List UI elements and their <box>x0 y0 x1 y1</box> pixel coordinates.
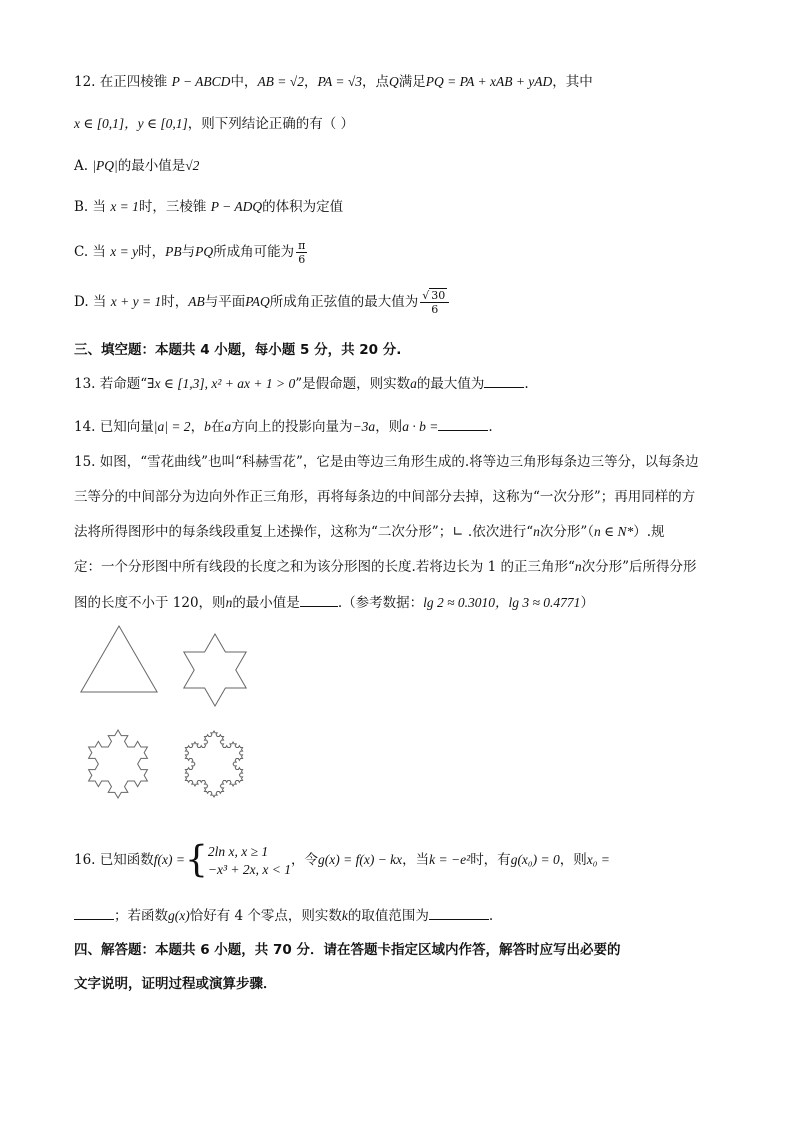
koch-order-0-triangle <box>81 626 157 692</box>
q12-text: ，其中 <box>552 74 593 90</box>
q12-c-fraction <box>296 239 307 266</box>
q14-text: ，则 <box>375 419 403 435</box>
q12-d-fraction <box>420 289 449 316</box>
q13-answer-blank[interactable] <box>484 373 524 388</box>
q12-a-text: 的最小值是 <box>117 158 186 174</box>
q16-text: 恰好有 4 个零点，则实数 <box>189 908 342 924</box>
option-label: B. 当 <box>74 199 107 215</box>
q16-text: ；若函数 <box>114 908 168 924</box>
koch-order-2-snowflake <box>89 730 148 798</box>
q15-n: n <box>225 595 233 610</box>
q16-text: 的取值范围为 <box>347 908 429 924</box>
q12-c-text: 与 <box>181 244 196 260</box>
q14-text: . <box>488 419 493 435</box>
q12-b-text: 时，三棱锥 <box>138 199 207 215</box>
q16-text: ，当 <box>402 852 430 868</box>
q12-c-text: 时， <box>138 244 166 260</box>
q15-line4 <box>74 557 734 577</box>
fraction-numerator: √ 30 <box>420 289 449 303</box>
q16-line1 <box>74 840 734 880</box>
q16-case1: 2ln x, x ≥ 1 <box>207 843 269 859</box>
q16-text: 16. 已知函数 <box>74 852 154 868</box>
q12-option-d <box>74 288 734 316</box>
q14-proj: −3a <box>352 419 376 434</box>
q13-text: 的最大值为 <box>416 376 485 392</box>
q12-b-body: P − ADQ <box>210 199 263 214</box>
q16-case2: −x³ + 2x, x < 1 <box>207 861 291 877</box>
q12-pyramid: P − ABCD <box>171 74 231 89</box>
koch-order-1-star <box>184 634 246 706</box>
q16-answer-blank-2[interactable] <box>429 905 489 920</box>
q14-text: ， <box>190 419 205 435</box>
q12-a-value: √2 <box>185 158 200 173</box>
q12-b-cond: x = 1 <box>110 199 139 214</box>
q12-text: ，则下列结论正确的有（ ） <box>187 116 355 132</box>
q16-answer-blank-1[interactable] <box>74 905 114 920</box>
q12-c-pb: PB <box>165 244 182 259</box>
option-label: C. 当 <box>74 244 106 260</box>
q12-ranges: x ∈ [0,1]，y ∈ [0,1] <box>74 116 188 131</box>
fraction-denominator: 6 <box>431 303 439 316</box>
q12-d-cond: x + y = 1 <box>110 294 162 309</box>
q15-text: ）.规 <box>633 524 665 540</box>
q13 <box>74 373 734 394</box>
fraction-numerator: π <box>298 239 306 252</box>
q12-line1: 12. 在正四棱锥 P − ABCD中，AB = √2，PA = √3，点Q满足PQ = PA + xAB + yAD，其中 <box>74 74 593 90</box>
q13-text: . <box>524 376 529 392</box>
koch-order-3-snowflake <box>185 731 242 797</box>
q15-text: 定：一个分形图中所有线段的长度之和为该分形图的长度.若将边长为 1 的正三角形“ <box>74 559 575 575</box>
q12-b-text: 的体积为定值 <box>262 199 344 215</box>
q12-option-b <box>74 197 734 217</box>
q12-line2 <box>74 114 734 134</box>
q14-text: 14. 已知向量 <box>74 419 154 435</box>
q15-line5 <box>74 592 734 613</box>
q13-a: a <box>410 376 417 391</box>
q16-line2 <box>74 905 734 926</box>
q15-reference: lg 2 ≈ 0.3010，lg 3 ≈ 0.4771 <box>423 595 581 610</box>
q15-text: 法将所得图形中的每条线段重复上述操作，这称为“二次分形”；∟ .依次进行“ <box>74 524 534 540</box>
q16-text: . <box>488 908 494 924</box>
q12-vector-eq: PQ = PA + xAB + yAD <box>425 74 553 89</box>
q12-d-text: 所成角正弦值的最大值为 <box>269 294 419 310</box>
q16-x0: x₀ = <box>586 852 610 867</box>
q14-text: 在 <box>210 419 225 435</box>
q12-option-c <box>74 238 734 266</box>
q12-d-paq: PAQ <box>245 294 270 309</box>
q16-gx: g(x) = f(x) − kx <box>318 852 403 867</box>
radicand: 30 <box>431 289 446 302</box>
q12-a-expr: |PQ| <box>92 158 118 173</box>
q14-text: 方向上的投影向量为 <box>231 419 353 435</box>
q12-text: ，点 <box>361 74 389 90</box>
q16-g: g(x) <box>168 908 190 923</box>
q12-c-cond: x = y <box>110 244 139 259</box>
q14-b: b <box>204 419 211 434</box>
q12-q: Q <box>388 74 399 89</box>
q12-text: 中， <box>230 74 258 90</box>
q14 <box>74 416 734 437</box>
q13-text: ”是假命题，则实数 <box>295 376 411 392</box>
q15-text: 的最小值是 <box>232 595 300 611</box>
q14-abs: |a| = 2 <box>153 419 191 434</box>
q12-text: 满足 <box>398 74 426 90</box>
q16-piecewise <box>208 843 291 879</box>
section-4-heading-line2: 文字说明，证明过程或演算步骤． <box>74 976 277 992</box>
q15-n: n <box>533 524 540 539</box>
q14-answer-blank[interactable] <box>438 416 488 431</box>
q14-a: a <box>224 419 232 434</box>
q12-text: 12. 在正四棱锥 <box>74 74 168 90</box>
q13-text: 13. 若命题“ <box>74 376 148 392</box>
q16-text: 时，有 <box>470 852 511 868</box>
q16-text: ，令 <box>291 852 318 868</box>
q12-d-ab: AB <box>188 294 205 309</box>
q16-k: k <box>341 908 348 923</box>
q16-text: ，则 <box>559 852 587 868</box>
q15-text: .（参考数据： <box>337 595 424 611</box>
q15-text: 次分形”后所得分形 <box>581 559 697 575</box>
q14-dot: a · b = <box>402 419 439 434</box>
q12-ab: AB = √2 <box>257 74 304 89</box>
fraction-denominator: 6 <box>298 253 306 266</box>
q15-text: ） <box>580 595 594 611</box>
q12-pa: PA = √3 <box>317 74 362 89</box>
q12-d-text: 与平面 <box>204 294 246 310</box>
section-4-heading-line1: 四、解答题：本题共 6 小题，共 70 分．请在答题卡指定区域内作答，解答时应写出必要的 <box>74 942 621 958</box>
q16-k: k = −e² <box>429 852 471 867</box>
q16-fx: f(x) = <box>153 852 185 867</box>
q15-line2: 三等分的中间部分为边向外作正三角形，再将每条边的中间部分去掉，这称为“一次分形”；再用同样的方 <box>74 489 696 505</box>
option-label: D. 当 <box>74 294 107 310</box>
section-3-heading: 三、填空题：本题共 4 小题，每小题 5 分，共 20 分. <box>74 342 402 358</box>
option-label: A. <box>74 158 89 174</box>
q12-c-pq: PQ <box>195 244 214 259</box>
q15-text: 次分形”（ <box>539 524 595 540</box>
q12-option-a <box>74 156 734 176</box>
q15-answer-blank[interactable] <box>300 592 338 607</box>
q15-line1: 15. 如图，“雪花曲线”也叫“科赫雪花”，它是由等边三角形生成的.将等边三角形每条边三等分，以每条边 <box>74 454 699 470</box>
q12-c-text: 所成角可能为 <box>213 244 295 260</box>
q15-text: 图的长度不小于 120，则 <box>74 595 226 611</box>
q16-gx0: g(x₀) = 0 <box>510 852 560 867</box>
q13-expr: ∃x ∈ [1,3], x² + ax + 1 > 0 <box>147 376 296 391</box>
q15-n: n <box>574 559 582 574</box>
piecewise-brace: { <box>184 839 208 881</box>
q12-d-text: 时， <box>161 294 189 310</box>
q15-set: n ∈ N* <box>594 524 634 539</box>
q15-line3 <box>74 522 734 542</box>
